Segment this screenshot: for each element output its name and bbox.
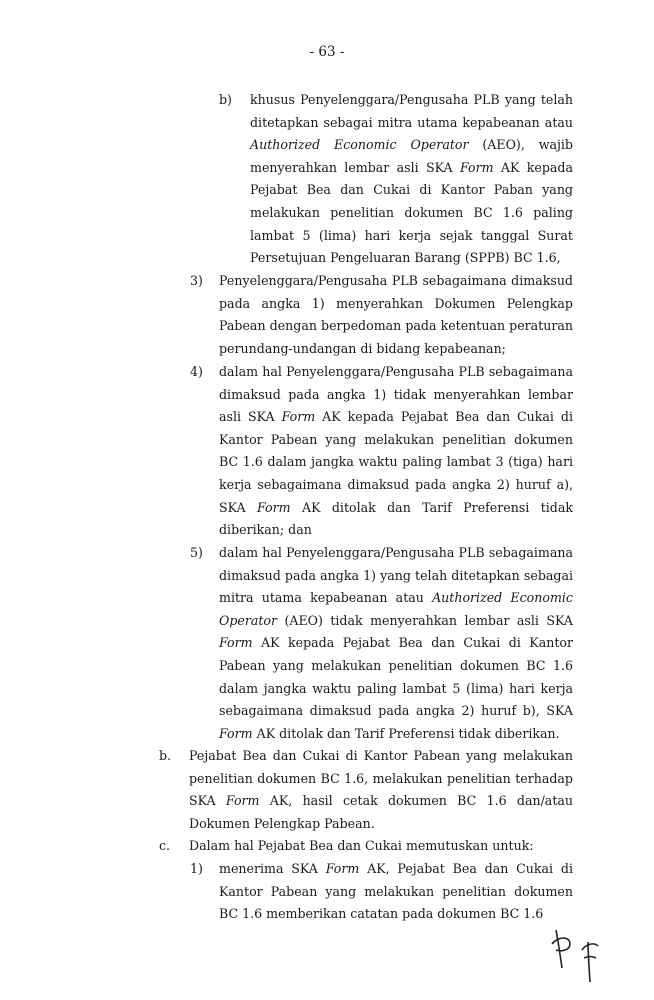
item-marker: b)	[219, 92, 232, 107]
text-line: Pabean yang melakukan penelitian dokumen BC 1.6	[219, 657, 573, 673]
text-line: Form AK ditolak dan Tarif Preferensi tidak diberikan.	[219, 725, 560, 741]
item-marker: 3)	[190, 273, 203, 288]
item-marker: b.	[159, 748, 172, 763]
text-line: Kantor Pabean yang melakukan penelitian dokumen	[219, 883, 573, 899]
text-line: Persetujuan Pengeluaran Barang (SPPB) BC 1.6,	[250, 250, 561, 266]
text-line: SKA Form AK, hasil cetak dokumen BC 1.6 dan/atau	[189, 793, 573, 809]
text-line: Dalam hal Pejabat Bea dan Cukai memutuskan untuk:	[189, 838, 534, 853]
text-line: dalam hal Penyelenggara/Pengusaha PLB sebagaimana	[219, 364, 573, 379]
item-text	[219, 858, 573, 926]
text-line: mitra utama kepabeanan atau Authorized Economic	[219, 590, 573, 606]
item-marker: c.	[159, 838, 171, 853]
text-line: BC 1.6 dalam jangka waktu paling lambat 3 (tiga) hari	[219, 454, 573, 470]
list-item-5	[190, 542, 573, 745]
text-line: Dokumen Pelengkap Pabean.	[189, 815, 375, 831]
list-item-3	[190, 270, 573, 360]
text-line: dalam jangka waktu paling lambat 5 (lima) hari kerja	[219, 680, 573, 696]
text-line: Pejabat Bea dan Cukai di Kantor Pabean yang melakukan	[189, 748, 573, 763]
item-marker: 4)	[190, 364, 203, 379]
text-line: Penyelenggara/Pengusaha PLB sebagaimana dimaksud	[219, 273, 573, 288]
text-line: Pabean dengan berpedoman pada ketentuan peraturan	[219, 318, 573, 334]
text-line: lambat 5 (lima) hari kerja sejak tanggal Surat	[250, 227, 573, 243]
item-text	[219, 361, 573, 542]
text-line: Operator (AEO) tidak menyerahkan lembar asli SKA	[219, 612, 573, 628]
text-line: sebagaimana dimaksud pada angka 2) huruf b), SKA	[219, 703, 573, 719]
text-line: diberikan; dan	[219, 522, 312, 538]
item-marker: 5)	[190, 545, 203, 560]
item-marker: 1)	[190, 861, 203, 876]
text-line: Pejabat Bea dan Cukai di Kantor Paban yang	[250, 182, 573, 198]
text-line: pada angka 1) menyerahkan Dokumen Pelengkap	[219, 295, 573, 311]
text-line: Kantor Pabean yang melakukan penelitian dokumen	[219, 431, 573, 447]
text-line: perundang-undangan di bidang kepabeanan;	[219, 340, 506, 356]
text-line: Form AK kepada Pejabat Bea dan Cukai di Kantor	[219, 635, 573, 651]
item-text	[189, 835, 573, 858]
text-line: melakukan penelitian dokumen BC 1.6 paling	[250, 204, 573, 220]
list-item-4	[190, 361, 573, 542]
text-line: BC 1.6 memberikan catatan pada dokumen BC 1.6	[219, 906, 544, 922]
text-line: menerima SKA Form AK, Pejabat Bea dan Cukai di	[219, 861, 573, 876]
list-item-b	[159, 745, 573, 835]
list-item-1	[190, 858, 573, 926]
text-line: penelitian dokumen BC 1.6, melakukan penelitian terhadap	[189, 770, 573, 786]
text-line: ditetapkan sebagai mitra utama kepabeanan atau	[250, 114, 573, 130]
item-text	[250, 89, 573, 270]
text-line: dimaksud pada angka 1) yang telah ditetapkan sebagai	[219, 567, 573, 583]
page-number: - 63 -	[309, 44, 345, 60]
text-line: menyerahkan lembar asli SKA Form AK kepada	[250, 159, 574, 175]
item-text	[219, 270, 573, 360]
text-line: asli SKA Form AK kepada Pejabat Bea dan Cukai di	[219, 409, 573, 425]
item-text	[219, 542, 573, 745]
text-line: khusus Penyelenggara/Pengusaha PLB yang telah	[250, 92, 573, 107]
text-line: Authorized Economic Operator (AEO), wajib	[250, 137, 573, 153]
text-line: dimaksud pada angka 1) tidak menyerahkan lembar	[219, 386, 573, 402]
text-line: dalam hal Penyelenggara/Pengusaha PLB sebagaimana	[219, 545, 573, 560]
item-text	[189, 745, 573, 835]
text-line: SKA Form AK ditolak dan Tarif Preferensi tidak	[219, 499, 573, 515]
list-item-b-sub	[219, 89, 573, 270]
signature-initials	[548, 922, 608, 988]
text-line: kerja sebagaimana dimaksud pada angka 2) huruf a),	[219, 476, 573, 492]
list-item-c	[159, 835, 573, 858]
